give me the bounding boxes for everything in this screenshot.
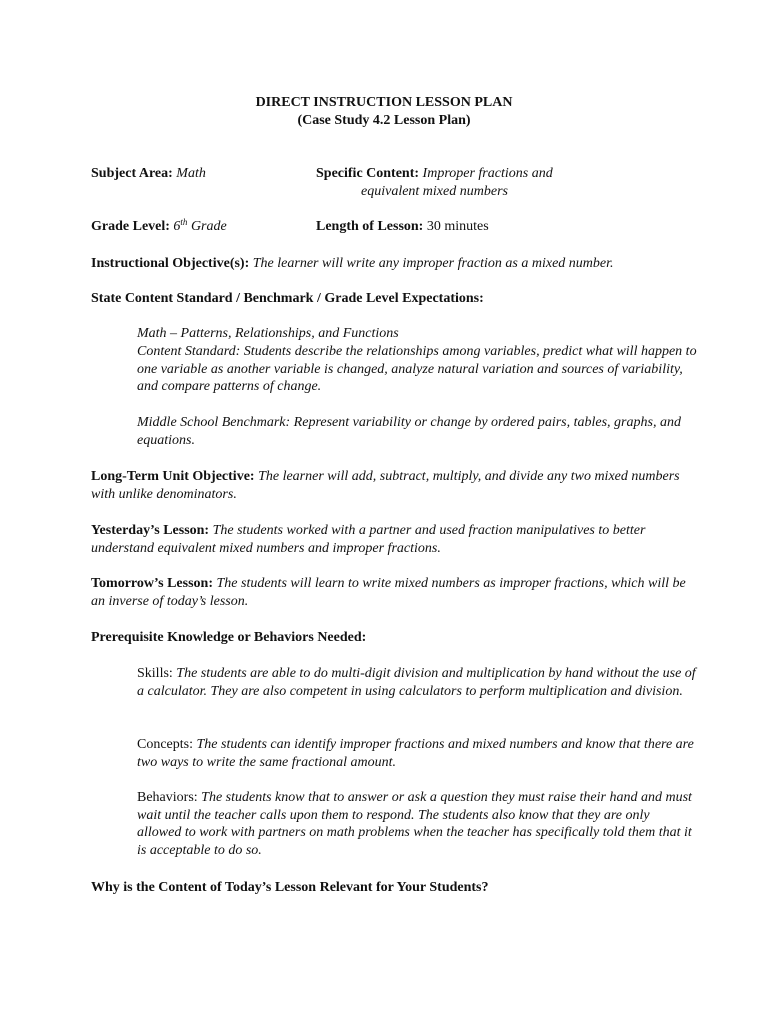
specific-content-field <box>316 165 553 183</box>
instructional-objective <box>91 255 614 273</box>
skills-text: The students are able to do multi-digit division and multiplication by hand without the use of a calculator. They are also competent in using calculators to perform multiplication and division. <box>137 666 696 699</box>
tomorrows-lesson <box>91 575 691 611</box>
length-of-lesson-label: Length of Lesson: <box>316 219 424 234</box>
content-standard-text: Content Standard: Students describe the relationships among variables, predict what will happen to one variable as another variable is changed, analyze natural variation and sources of variability, and compare patterns of change. <box>137 344 697 395</box>
tomorrow-text: The students will learn to write mixed numbers as improper fractions, which will be an inverse of today’s lesson. <box>91 576 686 609</box>
behaviors-label: Behaviors: <box>137 790 198 805</box>
yesterday-label: Yesterday’s Lesson: <box>91 523 210 538</box>
long-term-objective <box>91 468 691 504</box>
relevance-heading: Why is the Content of Today’s Lesson Relevant for Your Students? <box>91 880 489 895</box>
objective-label: Instructional Objective(s): <box>91 256 250 271</box>
yesterdays-lesson <box>91 522 691 558</box>
specific-content-label: Specific Content: <box>316 166 420 181</box>
skills-label: Skills: <box>137 666 173 681</box>
length-of-lesson-value: 30 minutes <box>426 219 489 234</box>
behaviors-text: The students know that to answer or ask a question they must raise their hand and must wait until the teacher calls upon them to respond. The students also know that they are only allowed to work with partners on math problems when the teacher has specifically told them that it is acceptable to do so. <box>137 790 692 858</box>
subject-area-label: Subject Area: <box>91 166 173 181</box>
concepts-label: Concepts: <box>137 737 193 752</box>
grade-level-label: Grade Level: <box>91 219 170 234</box>
specific-content-value: Improper fractions and <box>422 166 553 181</box>
yesterday-text: The students worked with a partner and used fraction manipulatives to better understand equivalent mixed numbers and improper fractions. <box>91 523 646 556</box>
tomorrow-label: Tomorrow’s Lesson: <box>91 576 213 591</box>
length-of-lesson-field <box>316 218 489 236</box>
document-title: DIRECT INSTRUCTION LESSON PLAN <box>255 95 513 110</box>
skills-paragraph <box>137 665 697 700</box>
objective-text: The learner will write any improper fraction as a mixed number. <box>252 256 614 271</box>
grade-level-value: 6th Grade <box>173 217 227 234</box>
standards-heading: State Content Standard / Benchmark / Grade Level Expectations: <box>91 291 484 306</box>
benchmark-text: Middle School Benchmark: Represent variability or change by ordered pairs, tables, graphs, and equations. <box>137 415 681 448</box>
concepts-text: The students can identify improper fractions and mixed numbers and know that there are two ways to write the same fractional amount. <box>137 737 694 770</box>
behaviors-paragraph <box>137 789 697 859</box>
grade-level-field <box>91 218 227 236</box>
subject-area-field <box>91 165 206 183</box>
prerequisites-heading: Prerequisite Knowledge or Behaviors Needed: <box>91 630 367 645</box>
concepts-paragraph <box>137 736 697 771</box>
long-term-text: The learner will add, subtract, multiply, and divide any two mixed numbers with unlike denominators. <box>91 469 680 502</box>
long-term-label: Long-Term Unit Objective: <box>91 469 255 484</box>
standards-strand: Math – Patterns, Relationships, and Functions <box>137 326 399 341</box>
specific-content-value-continued: equivalent mixed numbers <box>361 184 508 199</box>
subject-area-value: Math <box>176 166 206 181</box>
document-subtitle: (Case Study 4.2 Lesson Plan) <box>297 113 471 128</box>
